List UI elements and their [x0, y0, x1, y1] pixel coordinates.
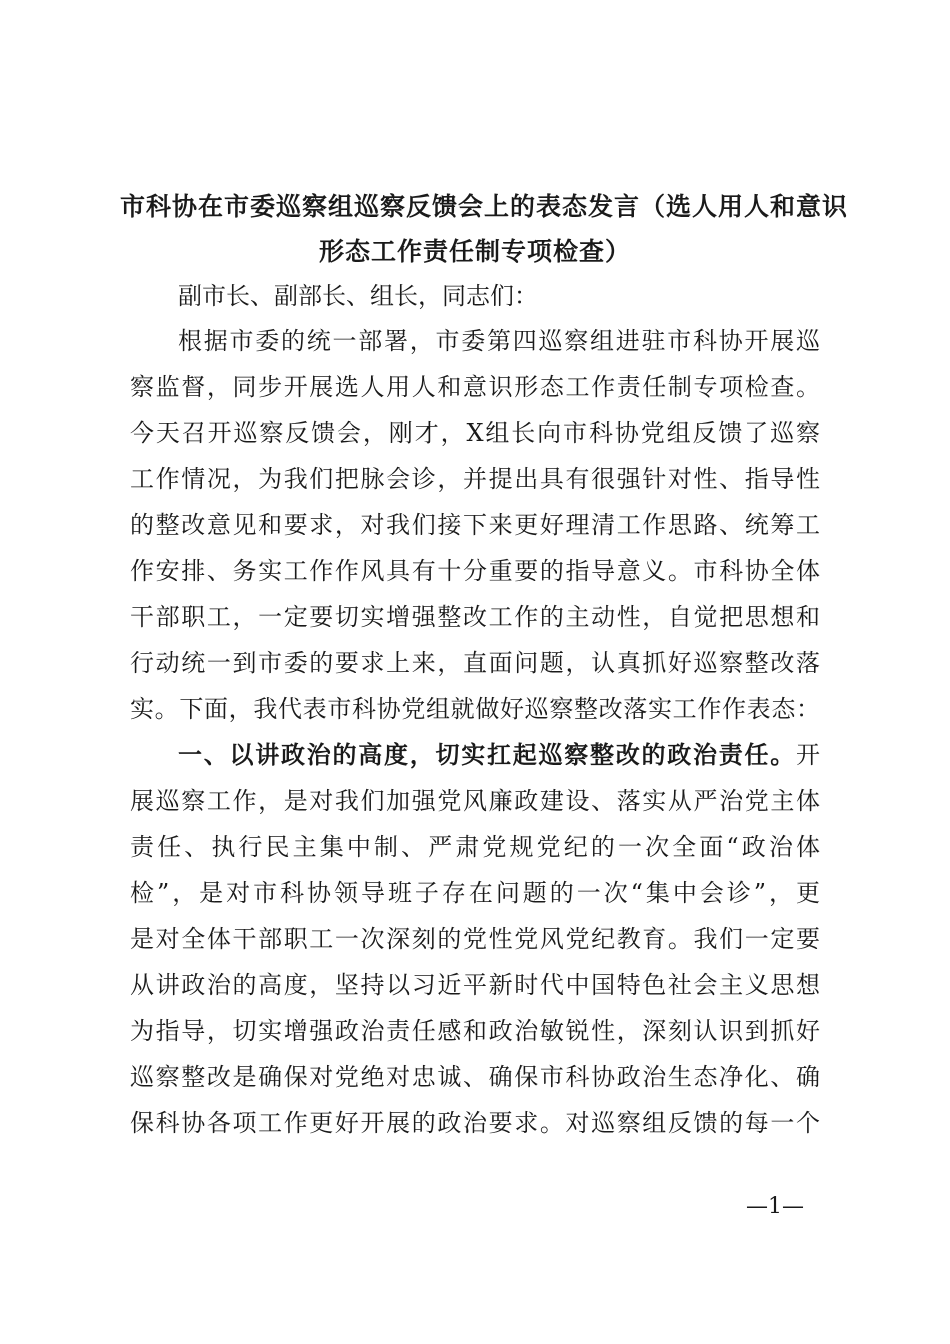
page-number: —1— [746, 1194, 804, 1219]
paragraph-1-line: 干部职工，一定要切实增强整改工作的主动性，自觉把思想和 [130, 603, 820, 631]
paragraph-2-line: 检”，是对市科协领导班子存在问题的一次“集中会诊”，更 [130, 879, 820, 907]
paragraph-2-line: 保科协各项工作更好开展的政治要求。对巡察组反馈的每一个 [130, 1109, 820, 1137]
paragraph-2-line: 巡察整改是确保对党绝对忠诚、确保市科协政治生态净化、确 [130, 1063, 820, 1091]
paragraph-2-line: 为指导，切实增强政治责任感和政治敏锐性，深刻认识到抓好 [130, 1017, 820, 1045]
section-1-heading: 一、以讲政治的高度，切实扛起巡察整改的政治责任。 [178, 741, 796, 769]
paragraph-1-line: 根据市委的统一部署，市委第四巡察组进驻市科协开展巡 [178, 327, 820, 355]
paragraph-1-line: 工作情况，为我们把脉会诊，并提出具有很强针对性、指导性 [130, 465, 820, 493]
paragraph-1-line: 的整改意见和要求，对我们接下来更好理清工作思路、统筹工 [130, 511, 820, 539]
document-title-line-1: 市科协在市委巡察组巡察反馈会上的表态发言（选人用人和意识 [120, 192, 849, 221]
document-title-line-2: 形态工作责任制专项检查） [318, 237, 631, 266]
paragraph-1-line: 实。下面，我代表市科协党组就做好巡察整改落实工作作表态： [130, 695, 820, 723]
paragraph-2-line: 是对全体干部职工一次深刻的党性党风党纪教育。我们一定要 [130, 925, 820, 953]
paragraph-1-line: 察监督，同步开展选人用人和意识形态工作责任制专项检查。 [130, 373, 820, 401]
section-1-heading-line [178, 740, 820, 770]
paragraph-1-line: 今天召开巡察反馈会，刚才，X组长向市科协党组反馈了巡察 [130, 419, 820, 447]
salutation: 副市长、副部长、组长，同志们： [178, 282, 538, 310]
paragraph-1-line: 作安排、务实工作作风具有十分重要的指导意义。市科协全体 [130, 557, 820, 585]
section-1-heading-tail: 开 [796, 741, 820, 769]
paragraph-1-line: 行动统一到市委的要求上来，直面问题，认真抓好巡察整改落 [130, 649, 820, 677]
paragraph-2-line: 从讲政治的高度，坚持以习近平新时代中国特色社会主义思想 [130, 971, 820, 999]
paragraph-2-line: 责任、执行民主集中制、严肃党规党纪的一次全面“政治体 [130, 833, 820, 861]
paragraph-2-line: 展巡察工作，是对我们加强党风廉政建设、落实从严治党主体 [130, 787, 820, 815]
